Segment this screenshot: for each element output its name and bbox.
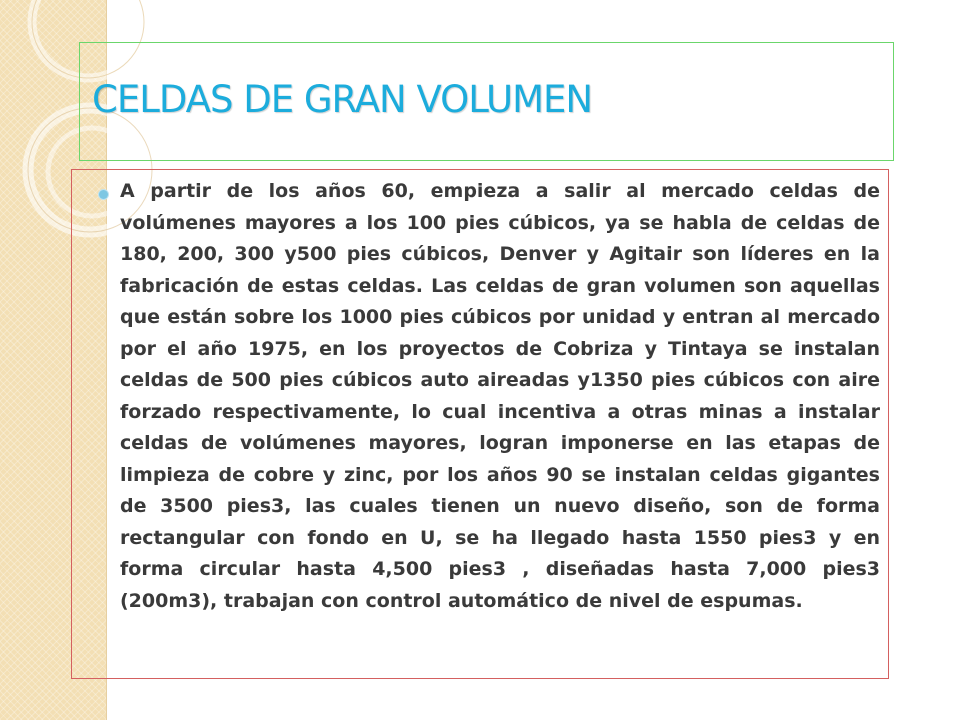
bullet-icon	[99, 190, 108, 199]
slide-title: CELDAS DE GRAN VOLUMEN	[92, 78, 593, 121]
slide-body-text: A partir de los años 60, empieza a salir al mercado celdas de volúmenes mayores a los 100 pies cúbicos, ya se habla de celdas de 180, 200, 300 y500 pies cúbicos, Denver y Agitair son líderes en la fabricación de estas celdas. Las celdas de gran volumen son aquellas que están sobre los 1000 pies cúbicos por unidad y entran al mercado por el año 1975, en los proyectos de Cobriza y Tintaya se instalan celdas de 500 pies cúbicos auto aireadas y1350 pies cúbicos con aire forzado respectivamente, lo cual incentiva a otras minas a instalar celdas de volúmenes mayores, logran imponerse en las etapas de limpieza de cobre y zinc, por los años 90 se instalan celdas gigantes de 3500 pies3, las cuales tienen un nuevo diseño, son de forma rectangular con fondo en U, se ha llegado hasta 1550 pies3 y en forma circular hasta 4,500 pies3 , diseñadas hasta 7,000 pies3 (200m3), trabajan con control automático de nivel de espumas.	[120, 180, 880, 612]
